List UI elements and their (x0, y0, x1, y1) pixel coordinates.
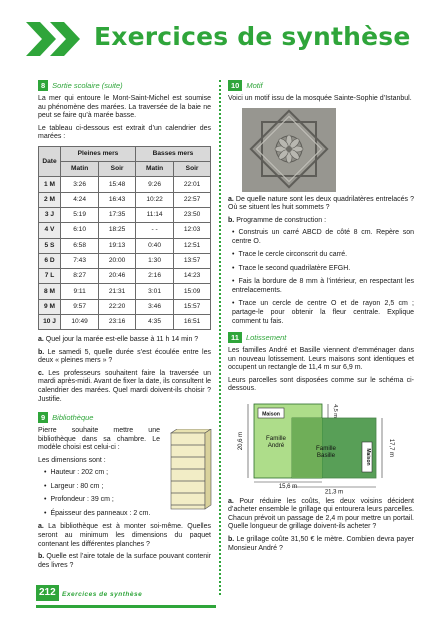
dims-label: Les dimensions sont : (38, 456, 106, 464)
page-number: 212 (36, 585, 59, 601)
exercise-9-body (38, 427, 211, 570)
dims-item: • Profondeur : 39 cm ; (44, 496, 211, 505)
table-cell-date: 6 D (39, 253, 61, 268)
table-cell-date: 2 M (39, 192, 61, 207)
exercise-11-question-b: b. Le grillage coûte 31,50 € le mètre. Combien devra payer Monsieur André ? (228, 535, 414, 552)
exercise-title: Sortie scolaire (suite) (52, 81, 123, 90)
exercise-10-question-b: b. Programme de construction : (228, 216, 327, 224)
left-column (38, 80, 211, 574)
dim-right-label: 17,7 m (388, 438, 394, 458)
table-cell: 13:57 (174, 253, 211, 268)
construction-step: • Fais la bordure de 8 mm à l’intérieur, en respectant les entrelacements. (232, 278, 414, 295)
table-header-basses: Basses mers (135, 146, 210, 161)
page-title: Exercices de synthèse (94, 22, 411, 51)
table-header-date: Date (39, 146, 61, 177)
table-cell: 16:43 (99, 192, 136, 207)
table-cell: 22:57 (174, 192, 211, 207)
table-row (39, 269, 211, 284)
table-subheader: Matin (61, 162, 99, 177)
table-cell: 17:35 (99, 207, 136, 222)
exercise-10-header (228, 80, 414, 91)
exercise-10-intro: Voici un motif issu de la mosquée Sainte-Sophie d’Istanbul. (228, 95, 412, 103)
table-cell: 18:25 (99, 223, 136, 238)
exercise-number: 9 (38, 412, 48, 423)
table-subheader: Soir (174, 162, 211, 177)
table-cell: 5:19 (61, 207, 99, 222)
plot-diagram (230, 398, 410, 494)
label-famille-andre-1: Famille (266, 434, 286, 442)
table-cell: 3:46 (135, 299, 173, 314)
table-cell-date: 3 J (39, 207, 61, 222)
exercise-8-header (38, 80, 211, 91)
table-cell-date: 10 J (39, 315, 61, 330)
exercise-11-intro: Les familles André et Basille viennent d’emménager dans un nouveau lotissement. Leurs maisons sont identiques et occupent un rectangle de 11,4 m sur 6,9 m. (228, 347, 414, 372)
table-cell: 3:26 (61, 177, 99, 192)
house-label-basille: Maison (365, 448, 371, 466)
exercise-9-question-b: b. Quelle est l’aire totale de la surface pouvant contenir des livres ? (38, 553, 212, 569)
table-header-pleines: Pleines mers (61, 146, 136, 161)
exercise-number: 10 (228, 80, 242, 91)
table-cell: 15:09 (174, 284, 211, 299)
table-cell-date: 4 V (39, 223, 61, 238)
dim-left-label: 20,6 m (238, 431, 244, 451)
table-cell-date: 8 M (39, 284, 61, 299)
exercise-9-header (38, 412, 211, 423)
dim-top-label: 4,5 m (332, 404, 338, 418)
table-row (39, 315, 211, 330)
table-cell: 16:51 (174, 315, 211, 330)
table-cell-date: 1 M (39, 177, 61, 192)
table-cell: 12:51 (174, 238, 211, 253)
table-cell: 9:11 (61, 284, 99, 299)
table-cell: 4:24 (61, 192, 99, 207)
label-famille-basille-2: Basille (316, 451, 336, 459)
construction-steps (232, 229, 414, 326)
table-cell: 2:16 (135, 269, 173, 284)
exercise-11-intro2: Leurs parcelles sont disposées comme sur le schéma ci-dessous. (228, 376, 414, 393)
table-cell: 22:01 (174, 177, 211, 192)
exercise-8-question-b: b. Le samedi 5, quelle durée s’est écoulée entre les deux « pleines mers » ? (38, 348, 211, 365)
exercise-title: Motif (246, 81, 263, 90)
table-row (39, 284, 211, 299)
exercise-9-intro: Pierre souhaite mettre une bibliothèque dans sa chambre. Le modèle choisi est celui-ci : (38, 427, 160, 452)
table-cell: - - (135, 223, 173, 238)
exercise-8-question-c: c. Les professeurs souhaitent faire la traversée un mardi après-midi. Avant de fixer la date, ils consultent le calendrier des marées. Quel mardi doivent-ils choisir ? Justifie. (38, 369, 212, 403)
table-cell: 10:49 (61, 315, 99, 330)
table-cell: 9:26 (135, 177, 173, 192)
dim-bottom-inner-label: 15,6 m (278, 483, 298, 490)
table-row (39, 177, 211, 192)
dim-bottom-label: 21,3 m (324, 489, 344, 494)
table-cell: 10:22 (135, 192, 173, 207)
exercise-title: Lotissement (245, 333, 287, 343)
house-label-andre: Maison (262, 411, 280, 418)
table-row (39, 223, 211, 238)
table-cell: 15:57 (174, 299, 211, 314)
table-cell: 20:46 (99, 269, 136, 284)
table-cell: 4:35 (135, 315, 173, 330)
bookshelf-illustration (165, 429, 213, 511)
exercise-title: Bibliothèque (52, 413, 94, 423)
exercise-9-question-a: a. La bibliothèque est à monter soi-même. Quelles seront au minimum les dimensions du paquet contenant les différentes planches ? (38, 523, 211, 548)
mosque-motif-photo (242, 108, 336, 192)
table-cell: 11:14 (135, 207, 173, 222)
table-row (39, 253, 211, 268)
table-cell: 0:40 (135, 238, 173, 253)
footer-bar (36, 605, 216, 608)
table-cell: 14:23 (174, 269, 211, 284)
table-cell-date: 7 L (39, 269, 61, 284)
table-cell-date: 9 M (39, 299, 61, 314)
table-cell: 23:50 (174, 207, 211, 222)
construction-step: • Trace un cercle de centre O et de rayon 2,5 cm ; partage-le pour obtenir la fleur centrale. Explique comment tu fais. (232, 300, 414, 326)
table-cell: 15:48 (99, 177, 136, 192)
tide-table-body (39, 177, 211, 330)
exercise-8-intro2: Le tableau ci-dessous est extrait d’un calendrier des marées : (38, 124, 211, 141)
dims-item: • Hauteur : 202 cm ; (44, 469, 211, 478)
label-famille-andre-2: André (267, 441, 285, 449)
exercise-11-header (228, 332, 414, 343)
table-subheader: Soir (99, 162, 136, 177)
construction-step: • Construis un carré ABCD de côté 8 cm. Repère son centre O. (232, 229, 414, 246)
table-row (39, 238, 211, 253)
table-cell: 3:01 (135, 284, 173, 299)
dims-item: • Largeur : 80 cm ; (44, 483, 211, 492)
construction-step: • Trace le cercle circonscrit du carré. (232, 251, 414, 260)
table-subheader: Matin (135, 162, 173, 177)
exercise-8-intro: La mer qui entoure le Mont-Saint-Michel est soumise au phénomène des marées. La traversée de la baie ne peut se faire qu’à marée basse. (38, 95, 211, 120)
table-cell: 6:10 (61, 223, 99, 238)
exercise-number: 8 (38, 80, 48, 91)
exercise-number: 11 (228, 332, 242, 343)
exercise-10-question-a: a. De quelle nature sont les deux quadrilatères entrelacés ? Où se situent les huit sommets ? (228, 195, 414, 212)
table-cell: 12:03 (174, 223, 211, 238)
table-cell: 21:31 (99, 284, 136, 299)
table-row (39, 192, 211, 207)
table-cell: 1:30 (135, 253, 173, 268)
table-cell: 20:00 (99, 253, 136, 268)
table-cell-date: 5 S (39, 238, 61, 253)
right-column (228, 80, 414, 557)
construction-step: • Trace le second quadrilatère EFGH. (232, 265, 414, 274)
exercise-11-question-a: a. Pour réduire les coûts, les deux voisins décident d’acheter ensemble le grillage qui entourera leurs parcelles. Chacun prévoit un passage de 2,4 m pour mettre un portail. Quelle longueur de grillage doivent-ils acheter ? (228, 497, 414, 531)
table-cell: 9:57 (61, 299, 99, 314)
column-divider (219, 80, 221, 595)
table-row (39, 207, 211, 222)
dims-item: • Épaisseur des panneaux : 2 cm. (44, 510, 211, 519)
table-cell: 22:20 (99, 299, 136, 314)
footer-label: Exercices de synthèse (62, 591, 143, 598)
table-cell: 6:58 (61, 238, 99, 253)
label-famille-basille-1: Famille (316, 444, 336, 452)
table-cell: 19:13 (99, 238, 136, 253)
table-cell: 7:43 (61, 253, 99, 268)
tide-table (38, 146, 211, 331)
table-cell: 23:16 (99, 315, 136, 330)
exercise-8-question-a: a. Quel jour la marée est-elle basse à 11 h 14 min ? (38, 336, 199, 344)
chevron-logo-icon (26, 22, 86, 56)
table-row (39, 299, 211, 314)
table-cell: 8:27 (61, 269, 99, 284)
